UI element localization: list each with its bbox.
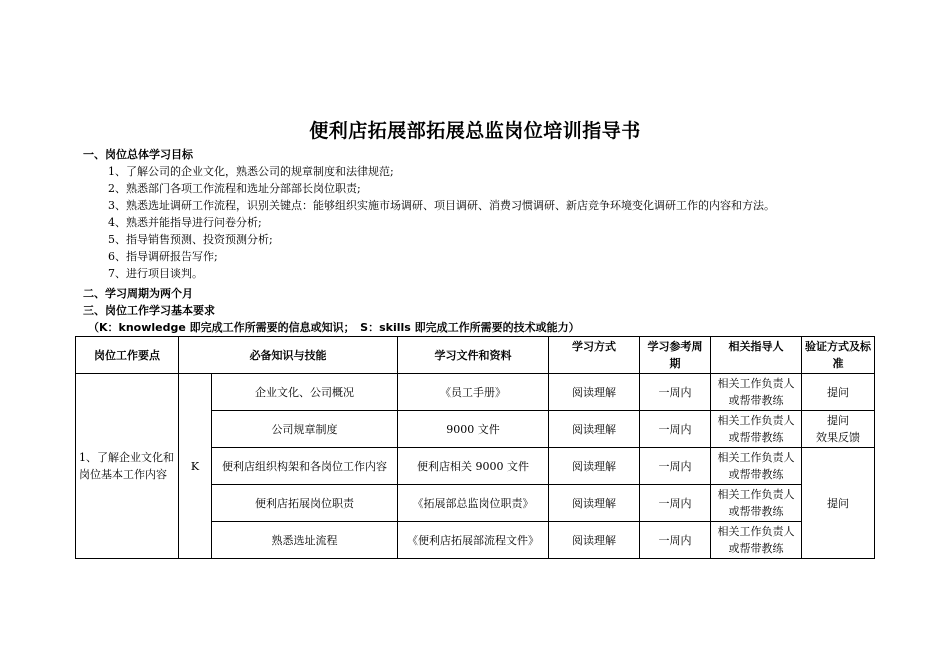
knowledge-cell: 便利店拓展岗位职责 (212, 485, 398, 522)
goal-item: 4、熟悉并能指导进行问卷分析; (108, 216, 262, 229)
goal-item: 1、了解公司的企业文化，熟悉公司的规章制度和法律规范; (108, 165, 394, 178)
table-header-row (76, 337, 875, 374)
knowledge-cell: 熟悉选址流程 (212, 522, 398, 559)
header-mentor: 相关指导人 (711, 337, 802, 374)
section1-heading: 一、岗位总体学习目标 (83, 148, 193, 161)
method-cell: 阅读理解 (549, 411, 640, 448)
period-cell: 一周内 (640, 448, 711, 485)
knowledge-cell: 便利店组织构架和各岗位工作内容 (212, 448, 398, 485)
docs-cell: 便利店相关 9000 文件 (398, 448, 549, 485)
verify-cell: 提问 (802, 448, 875, 559)
goal-item: 2、熟悉部门各项工作流程和选址分部部长岗位职责; (108, 182, 361, 195)
knowledge-type-cell: K (179, 374, 212, 559)
mentor-cell: 相关工作负责人或帮带教练 (711, 448, 802, 485)
docs-cell: 《员工手册》 (398, 374, 549, 411)
verify-cell: 提问 (802, 374, 875, 411)
mentor-cell: 相关工作负责人或帮带教练 (711, 374, 802, 411)
knowledge-cell: 企业文化、公司概况 (212, 374, 398, 411)
goal-item: 3、熟悉选址调研工作流程，识别关键点：能够组织实施市场调研、项目调研、消费习惯调研、新店竞争环境变化调研工作的内容和方法。 (108, 199, 775, 212)
period-cell: 一周内 (640, 374, 711, 411)
header-post: 岗位工作要点 (76, 337, 179, 374)
document-title: 便利店拓展部拓展总监岗位培训指导书 (309, 120, 641, 142)
training-table (75, 336, 875, 559)
docs-cell: 9000 文件 (398, 411, 549, 448)
period-cell: 一周内 (640, 485, 711, 522)
mentor-cell: 相关工作负责人或帮带教练 (711, 411, 802, 448)
knowledge-cell: 公司规章制度 (212, 411, 398, 448)
method-cell: 阅读理解 (549, 522, 640, 559)
table-row (76, 374, 875, 411)
header-docs: 学习文件和资料 (398, 337, 549, 374)
verify-cell: 提问 效果反馈 (802, 411, 875, 448)
goal-item: 5、指导销售预测、投资预测分析; (108, 233, 273, 246)
header-knowledge: 必备知识与技能 (179, 337, 398, 374)
header-period: 学习参考周期 (640, 337, 711, 374)
period-cell: 一周内 (640, 522, 711, 559)
section2-heading: 二、学习周期为两个月 (83, 287, 193, 300)
goal-item: 6、指导调研报告写作; (108, 250, 218, 263)
method-cell: 阅读理解 (549, 448, 640, 485)
header-verify: 验证方式及标准 (802, 337, 875, 374)
method-cell: 阅读理解 (549, 374, 640, 411)
kს-note: （K：knowledge 即完成工作所需要的信息或知识； S：skills 即完成工作所需要的技术或能力） (88, 321, 580, 334)
goal-item: 7、进行项目谈判。 (108, 267, 203, 280)
method-cell: 阅读理解 (549, 485, 640, 522)
docs-cell: 《便利店拓展部流程文件》 (398, 522, 549, 559)
header-method: 学习方式 (549, 337, 640, 374)
docs-cell: 《拓展部总监岗位职责》 (398, 485, 549, 522)
post-point-cell: 1、了解企业文化和岗位基本工作内容 (76, 374, 179, 559)
mentor-cell: 相关工作负责人或帮带教练 (711, 522, 802, 559)
period-cell: 一周内 (640, 411, 711, 448)
section3-heading: 三、岗位工作学习基本要求 (83, 304, 215, 317)
mentor-cell: 相关工作负责人或帮带教练 (711, 485, 802, 522)
